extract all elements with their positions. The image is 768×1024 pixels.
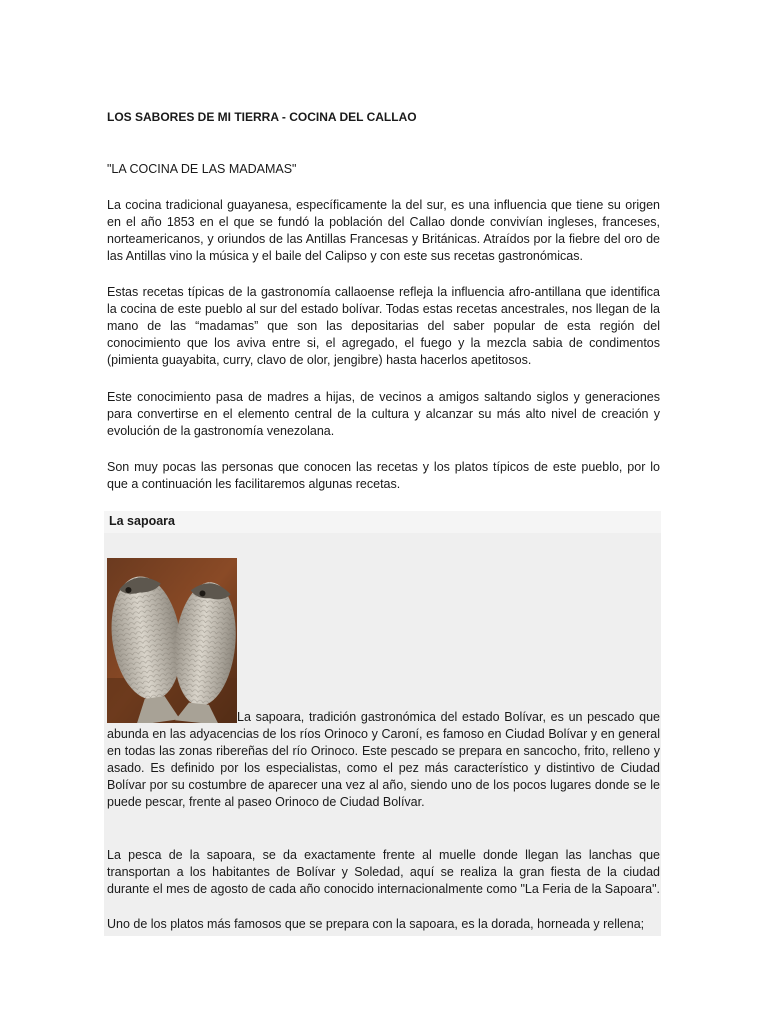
intro-paragraph-3: Este conocimiento pasa de madres a hijas, de vecinos a amigos saltando siglos y generaciones para convertirse en el elemento central de la cultura y alcanzar su más alto nivel de creación y evolución de la gastronomía venezolana. bbox=[107, 390, 660, 438]
section-paragraph-3: Uno de los platos más famosos que se prepara con la sapoara, es la dorada, horneada y rellena; bbox=[107, 917, 645, 931]
sapoara-section bbox=[104, 511, 661, 936]
document-subtitle: "LA COCINA DE LAS MADAMAS" bbox=[107, 162, 297, 176]
document-title: LOS SABORES DE MI TIERRA - COCINA DEL CALLAO bbox=[107, 110, 417, 124]
section-header-band bbox=[104, 511, 661, 533]
section-paragraph-1: La sapoara, tradición gastronómica del estado Bolívar, es un pescado que abunda en las adyacencias de los ríos Orinoco y Caroní, es famoso en Ciudad Bolívar y en general en todas las zonas ribereñas del río Orinoco. Este pescado se prepara en sancocho, frito, relleno y asado. Es definido por los especialistas, como el pez más característico y distintivo de Ciudad Bolívar por su costumbre de aparecer una vez al año, siendo uno de los pocos lugares donde se le puede pescar, frente al paseo Orinoco de Ciudad Bolívar. bbox=[107, 710, 660, 809]
fish-photo-icon bbox=[107, 558, 237, 723]
section-title: La sapoara bbox=[109, 514, 176, 528]
intro-paragraph-1: La cocina tradicional guayanesa, específicamente la del sur, es una influencia que tiene su origen en el año 1853 en el que se fundó la población del Callao donde convivían ingleses, franceses, norteamericanos, y oriundos de las Antillas Francesas y Británicas. Atraídos por la fiebre del oro de las Antillas vino la música y el baile del Calipso y con este sus recetas gastronómicas. bbox=[107, 198, 660, 263]
intro-paragraph-2: Estas recetas típicas de la gastronomía callaoense refleja la influencia afro-antillana que identifica la cocina de este pueblo al sur del estado bolívar. Todas estas recetas ancestrales, nos llegan de la mano de las “madamas” que son las depositarias del saber popular de esta región del conocimiento que los aviva entre si, el agregado, el fuego y la mezcla sabia de condimentos (pimienta guayabita, curry, clavo de olor, jengibre) hasta hacerlos apetitosos. bbox=[107, 285, 660, 367]
intro-paragraph-4: Son muy pocas las personas que conocen las recetas y los platos típicos de este pueblo, por lo que a continuación les facilitaremos algunas recetas. bbox=[107, 460, 660, 491]
section-paragraph-2: La pesca de la sapoara, se da exactamente frente al muelle donde llegan las lanchas que transportan a los habitantes de Bolívar y Soledad, aquí se realiza la gran fiesta de la ciudad durante el mes de agosto de cada año conocido internacionalmente como "La Feria de la Sapoara". bbox=[107, 848, 660, 896]
